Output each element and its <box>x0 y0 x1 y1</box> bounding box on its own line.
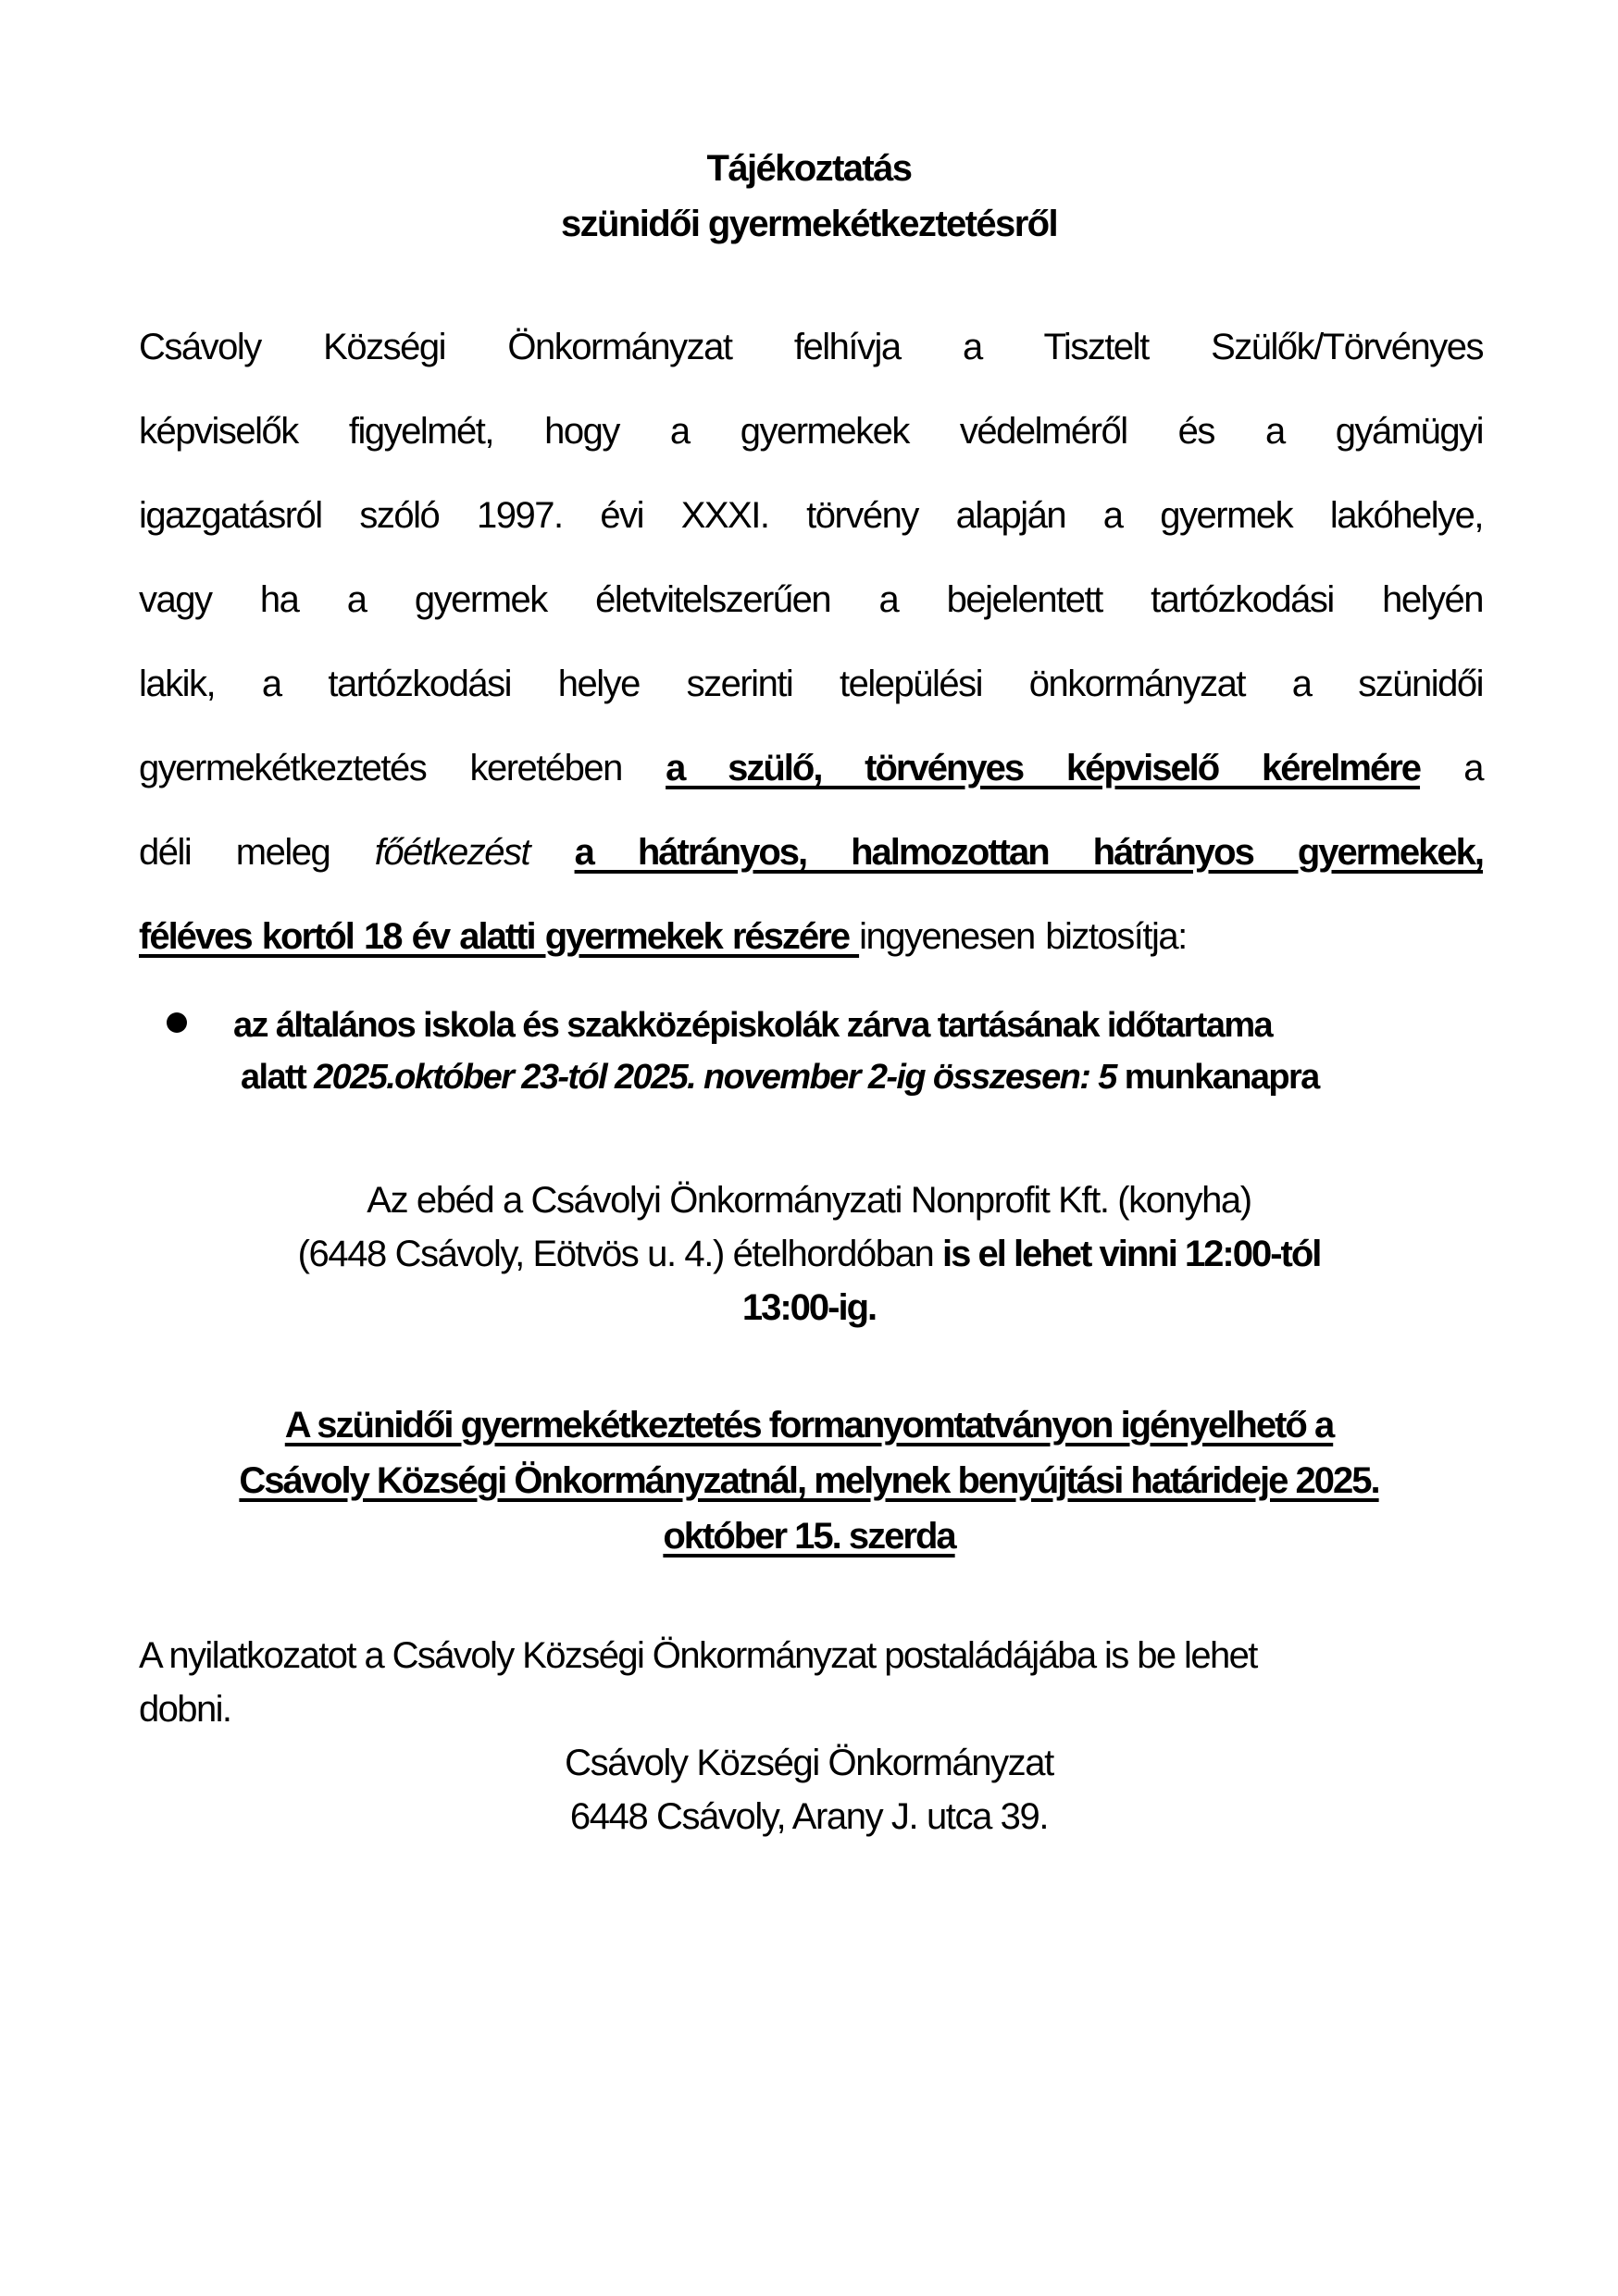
intro-text: igazgatásról szóló 1997. évi XXXI. törvény alapján a gyermek lakóhelye, <box>139 495 1483 536</box>
bullet-icon <box>167 1012 187 1033</box>
deadline-line-2 <box>0 1453 1618 1508</box>
lunch-line-3: 13:00-ig. <box>741 1287 877 1328</box>
intro-text: vagy ha a gyermek életvitelszerűen a bejelentett tartózkodási helyén <box>139 579 1483 620</box>
intro-paragraph <box>139 305 1483 979</box>
bullet-prefix: alatt <box>241 1058 315 1097</box>
signature-address: 6448 Csávoly, Arany J. utca 39. <box>569 1796 1049 1837</box>
application-deadline <box>0 1397 1618 1564</box>
title-line-2: szünidői gyermekétkeztetésről <box>560 204 1058 244</box>
note-line-2: dobni. <box>139 1689 231 1730</box>
lunch-line-2 <box>0 1227 1618 1281</box>
intro-text: déli meleg <box>139 832 375 873</box>
intro-line-4 <box>139 558 1483 642</box>
lunch-address: (6448 Csávoly, Eötvös u. 4.) ételhordóban <box>297 1234 943 1274</box>
signature <box>0 1736 1618 1843</box>
intro-line-7 <box>139 811 1483 895</box>
deadline-text: A szünidői gyermekétkeztetés formanyomtatványon igényelhető a <box>284 1405 1334 1446</box>
signature-name: Csávoly Községi Önkormányzat <box>565 1743 1053 1783</box>
intro-line-1 <box>139 305 1483 390</box>
emphasis-age-range: féléves kortól 18 év alatti gyermekek részére <box>139 916 860 957</box>
intro-text <box>529 832 575 873</box>
bullet-line-2 <box>167 1051 1490 1103</box>
lunch-pickup-time: is el lehet vinni 12:00-tól <box>942 1234 1321 1274</box>
intro-line-3 <box>139 474 1483 558</box>
deadline-line-1 <box>0 1397 1618 1453</box>
emphasis-disadvantaged-children: a hátrányos, halmozottan hátrányos gyermekek, <box>574 832 1484 873</box>
deadline-line-3 <box>0 1508 1618 1564</box>
intro-line-6 <box>139 726 1483 811</box>
intro-text: képviselők figyelmét, hogy a gyermekek védelméről és a gyámügyi <box>139 411 1483 452</box>
intro-text: ingyenesen biztosítja: <box>859 916 1187 957</box>
document-title <box>0 141 1618 252</box>
deadline-text: Csávoly Községi Önkormányzatnál, melynek benyújtási határideje 2025. <box>239 1460 1379 1501</box>
intro-text: gyermekétkeztetés keretében <box>139 748 666 788</box>
deadline-date: október 15. szerda <box>663 1516 955 1557</box>
bullet-date-range: 2025.október 23-tól 2025. november 2-ig összesen: 5 <box>314 1058 1116 1097</box>
title-line-1: Tájékoztatás <box>706 148 912 189</box>
intro-line-8 <box>139 895 1483 979</box>
lunch-line-1: Az ebéd a Csávolyi Önkormányzati Nonprofit Kft. (konyha) <box>367 1180 1251 1221</box>
bullet-list <box>167 999 1490 1103</box>
intro-line-2 <box>139 390 1483 474</box>
intro-text: lakik, a tartózkodási helye szerinti települési önkormányzat a szünidői <box>139 664 1483 704</box>
emphasis-parent-request: a szülő, törvényes képviselő kérelmére <box>666 748 1421 788</box>
bullet-suffix: munkanapra <box>1115 1058 1319 1097</box>
intro-text: a <box>1420 748 1484 788</box>
intro-line-5 <box>139 642 1483 726</box>
mailbox-note <box>139 1629 1490 1736</box>
note-line-1: A nyilatkozatot a Csávoly Községi Önkormányzat postaládájába is be lehet <box>139 1635 1257 1676</box>
intro-text: Csávoly Községi Önkormányzat felhívja a Tisztelt Szülők/Törvényes <box>139 327 1483 367</box>
bullet-line-1: az általános iskola és szakközépiskolák zárva tartásának időtartama <box>233 1006 1273 1045</box>
lunch-info <box>0 1173 1618 1334</box>
italic-main-meal: főétkezést <box>374 832 530 873</box>
